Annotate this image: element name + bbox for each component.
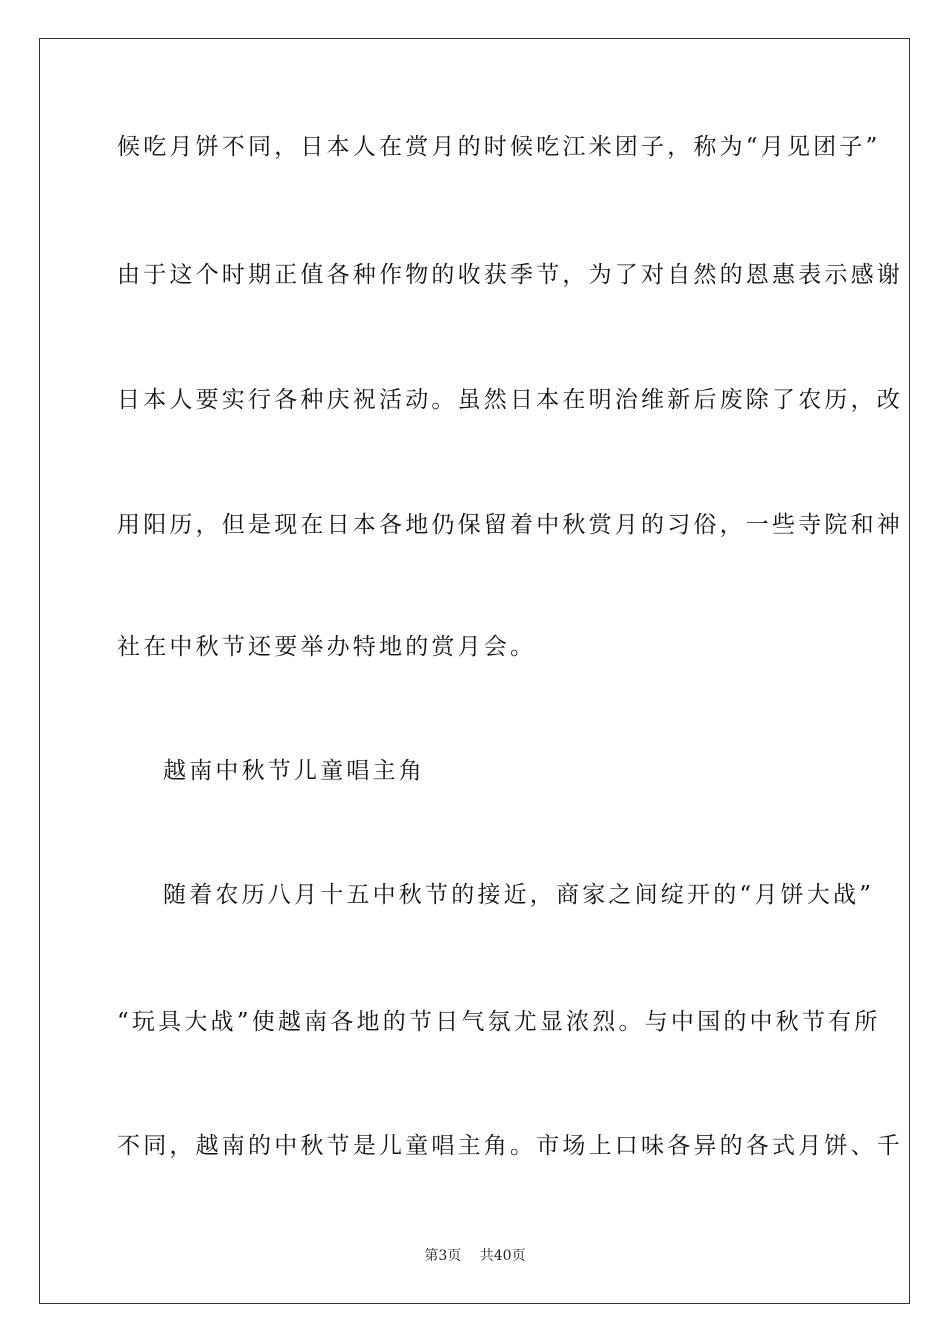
section-heading: 越南中秋节儿童唱主角 xyxy=(163,758,425,784)
body-text-line: 日本人要实行各种庆祝活动。虽然日本在明治维新后废除了农历，改 xyxy=(117,387,903,413)
body-text-line: 不同，越南的中秋节是儿童唱主角。市场上口味各异的各式月饼、千 xyxy=(117,1133,903,1159)
body-text-line: 用阳历，但是现在日本各地仍保留着中秋赏月的习俗，一些寺院和神 xyxy=(117,512,903,538)
page-footer xyxy=(0,1245,950,1265)
body-text-line: 由于这个时期正值各种作物的收获季节，为了对自然的恩惠表示感谢 xyxy=(117,262,903,288)
body-text-line: “玩具大战”使越南各地的节日气氛尤显浓烈。与中国的中秋节有所 xyxy=(117,1009,881,1035)
page-number: 第3页 xyxy=(424,1248,462,1264)
body-text-line: 社在中秋节还要举办特地的赏月会。 xyxy=(117,634,537,660)
body-text-line: 随着农历八月十五中秋节的接近，商家之间绽开的“月饼大战” xyxy=(163,882,875,908)
page-border xyxy=(39,38,910,1304)
body-text-line: 候吃月饼不同，日本人在赏月的时候吃江米团子，称为“月见团子” xyxy=(117,134,881,160)
page-total: 共40页 xyxy=(479,1248,526,1264)
